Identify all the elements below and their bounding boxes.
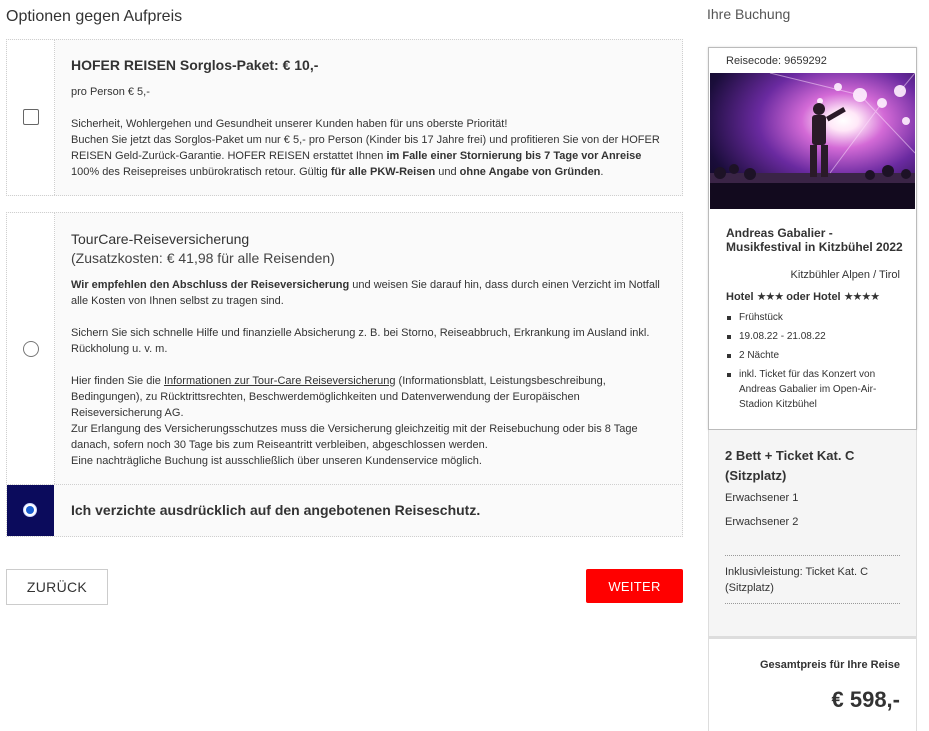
tourcare-subtitle: (Zusatzkosten: € 41,98 für alle Reisenden): [71, 250, 335, 266]
sorglos-price-note: pro Person € 5,-: [71, 86, 150, 98]
option-tourcare-control: [7, 213, 55, 484]
hotel-category: Hotel ★★★ oder Hotel ★★★★: [726, 291, 880, 303]
list-item: 19.08.22 - 21.08.22: [726, 329, 906, 344]
option-decline-control: [7, 485, 54, 536]
tourcare-info-link[interactable]: Informationen zur Tour-Care Reiseversicherung: [163, 375, 396, 387]
option-sorglos-control: [7, 40, 55, 195]
sorglos-checkbox[interactable]: [23, 109, 39, 125]
tourcare-recommendation: Wir empfehlen den Abschluss der Reiseversicherung und weisen Sie darauf hin, dass durch einen Verzicht im Notfall alle Kosten von Ihnen selbst zu tragen sind.: [71, 279, 660, 307]
sidebar-title: Ihre Buchung: [707, 6, 791, 22]
decline-radio-selected[interactable]: [23, 503, 37, 517]
total-price: € 598,-: [831, 687, 900, 712]
option-decline: [6, 484, 683, 537]
tourcare-radio[interactable]: [23, 341, 39, 357]
sorglos-title: HOFER REISEN Sorglos-Paket: € 10,-: [71, 57, 319, 73]
booking-card: [708, 47, 917, 430]
tourcare-benefits: Sichern Sie sich schnelle Hilfe und finanzielle Absicherung z. B. bei Storno, Reiseabbruch, Erkrankung im Ausland inkl. Rückholung u. v. m.: [71, 327, 650, 355]
divider: [725, 555, 900, 556]
three-stars-icon: ★★★: [756, 291, 784, 303]
list-item: Frühstück: [726, 310, 906, 325]
concert-image-icon: [710, 73, 915, 209]
passenger-2: Erwachsener 2: [725, 516, 799, 528]
list-item: 2 Nächte: [726, 348, 906, 363]
trip-features: [726, 310, 906, 416]
divider: [725, 603, 900, 604]
room-type: 2 Bett + Ticket Kat. C (Sitzplatz): [725, 448, 855, 483]
sorglos-description: Buchen Sie jetzt das Sorglos-Paket um nur € 5,- pro Person (Kinder bis 17 Jahre frei) und profitieren Sie von der HOFER REISEN Geld-Zurück-Garantie. HOFER REISEN erstattet Ihnen im Falle einer Stornierung bis 7 Tage vor Anreise 100% des Reisepreises unbürokratisch retour. Gültig für alle PKW-Reisen und ohne Angabe von Gründen.: [71, 134, 660, 178]
next-button[interactable]: WEITER: [586, 569, 683, 603]
trip-name: Andreas Gabalier - Musikfestival in Kitzbühel 2022: [726, 226, 903, 254]
option-tourcare: [6, 212, 683, 485]
trip-region: Kitzbühler Alpen / Tirol: [790, 269, 900, 281]
tourcare-late-booking: Eine nachträgliche Buchung ist ausschließlich über unseren Kundenservice möglich.: [71, 455, 482, 467]
decline-label: Ich verzichte ausdrücklich auf den angebotenen Reiseschutz.: [71, 502, 481, 518]
tourcare-title: TourCare-Reiseversicherung: [71, 231, 250, 247]
list-item: inkl. Ticket für das Konzert von Andreas Gabalier im Open-Air-Stadion Kitzbühel: [726, 367, 906, 412]
tourcare-conditions: Zur Erlangung des Versicherungsschutzes muss die Versicherung gleichzeitig mit der Reisebuchung oder bis 8 Tage danach, sofern noch 30 Tage bis zum Reiseantritt verbleiben, abgeschlossen werden.: [71, 423, 638, 451]
sorglos-intro: Sicherheit, Wohlergehen und Gesundheit unserer Kunden haben für uns oberste Priorität!: [71, 118, 508, 130]
option-sorglos-paket: [6, 39, 683, 196]
total-price-box: [708, 636, 917, 731]
trip-image: [710, 73, 915, 209]
four-stars-icon: ★★★★: [843, 291, 880, 303]
passenger-1: Erwachsener 1: [725, 492, 799, 504]
section-title: Optionen gegen Aufpreis: [6, 8, 183, 25]
booking-details: [708, 430, 917, 636]
total-price-label: Gesamtpreis für Ihre Reise: [759, 659, 900, 671]
trip-code: Reisecode: 9659292: [726, 55, 827, 67]
inclusive-service: Inklusivleistung: Ticket Kat. C (Sitzplatz): [725, 566, 869, 594]
tourcare-info: Hier finden Sie die Informationen zur Tour-Care Reiseversicherung (Informationsblatt, Leistungsbeschreibung, Bedingungen), zu Rücktrittsrechten, Beschwerdemöglichkeiten und Datenverwendung der Europäischen Reiseversicherung AG.: [71, 375, 606, 419]
back-button[interactable]: ZURÜCK: [6, 569, 108, 605]
